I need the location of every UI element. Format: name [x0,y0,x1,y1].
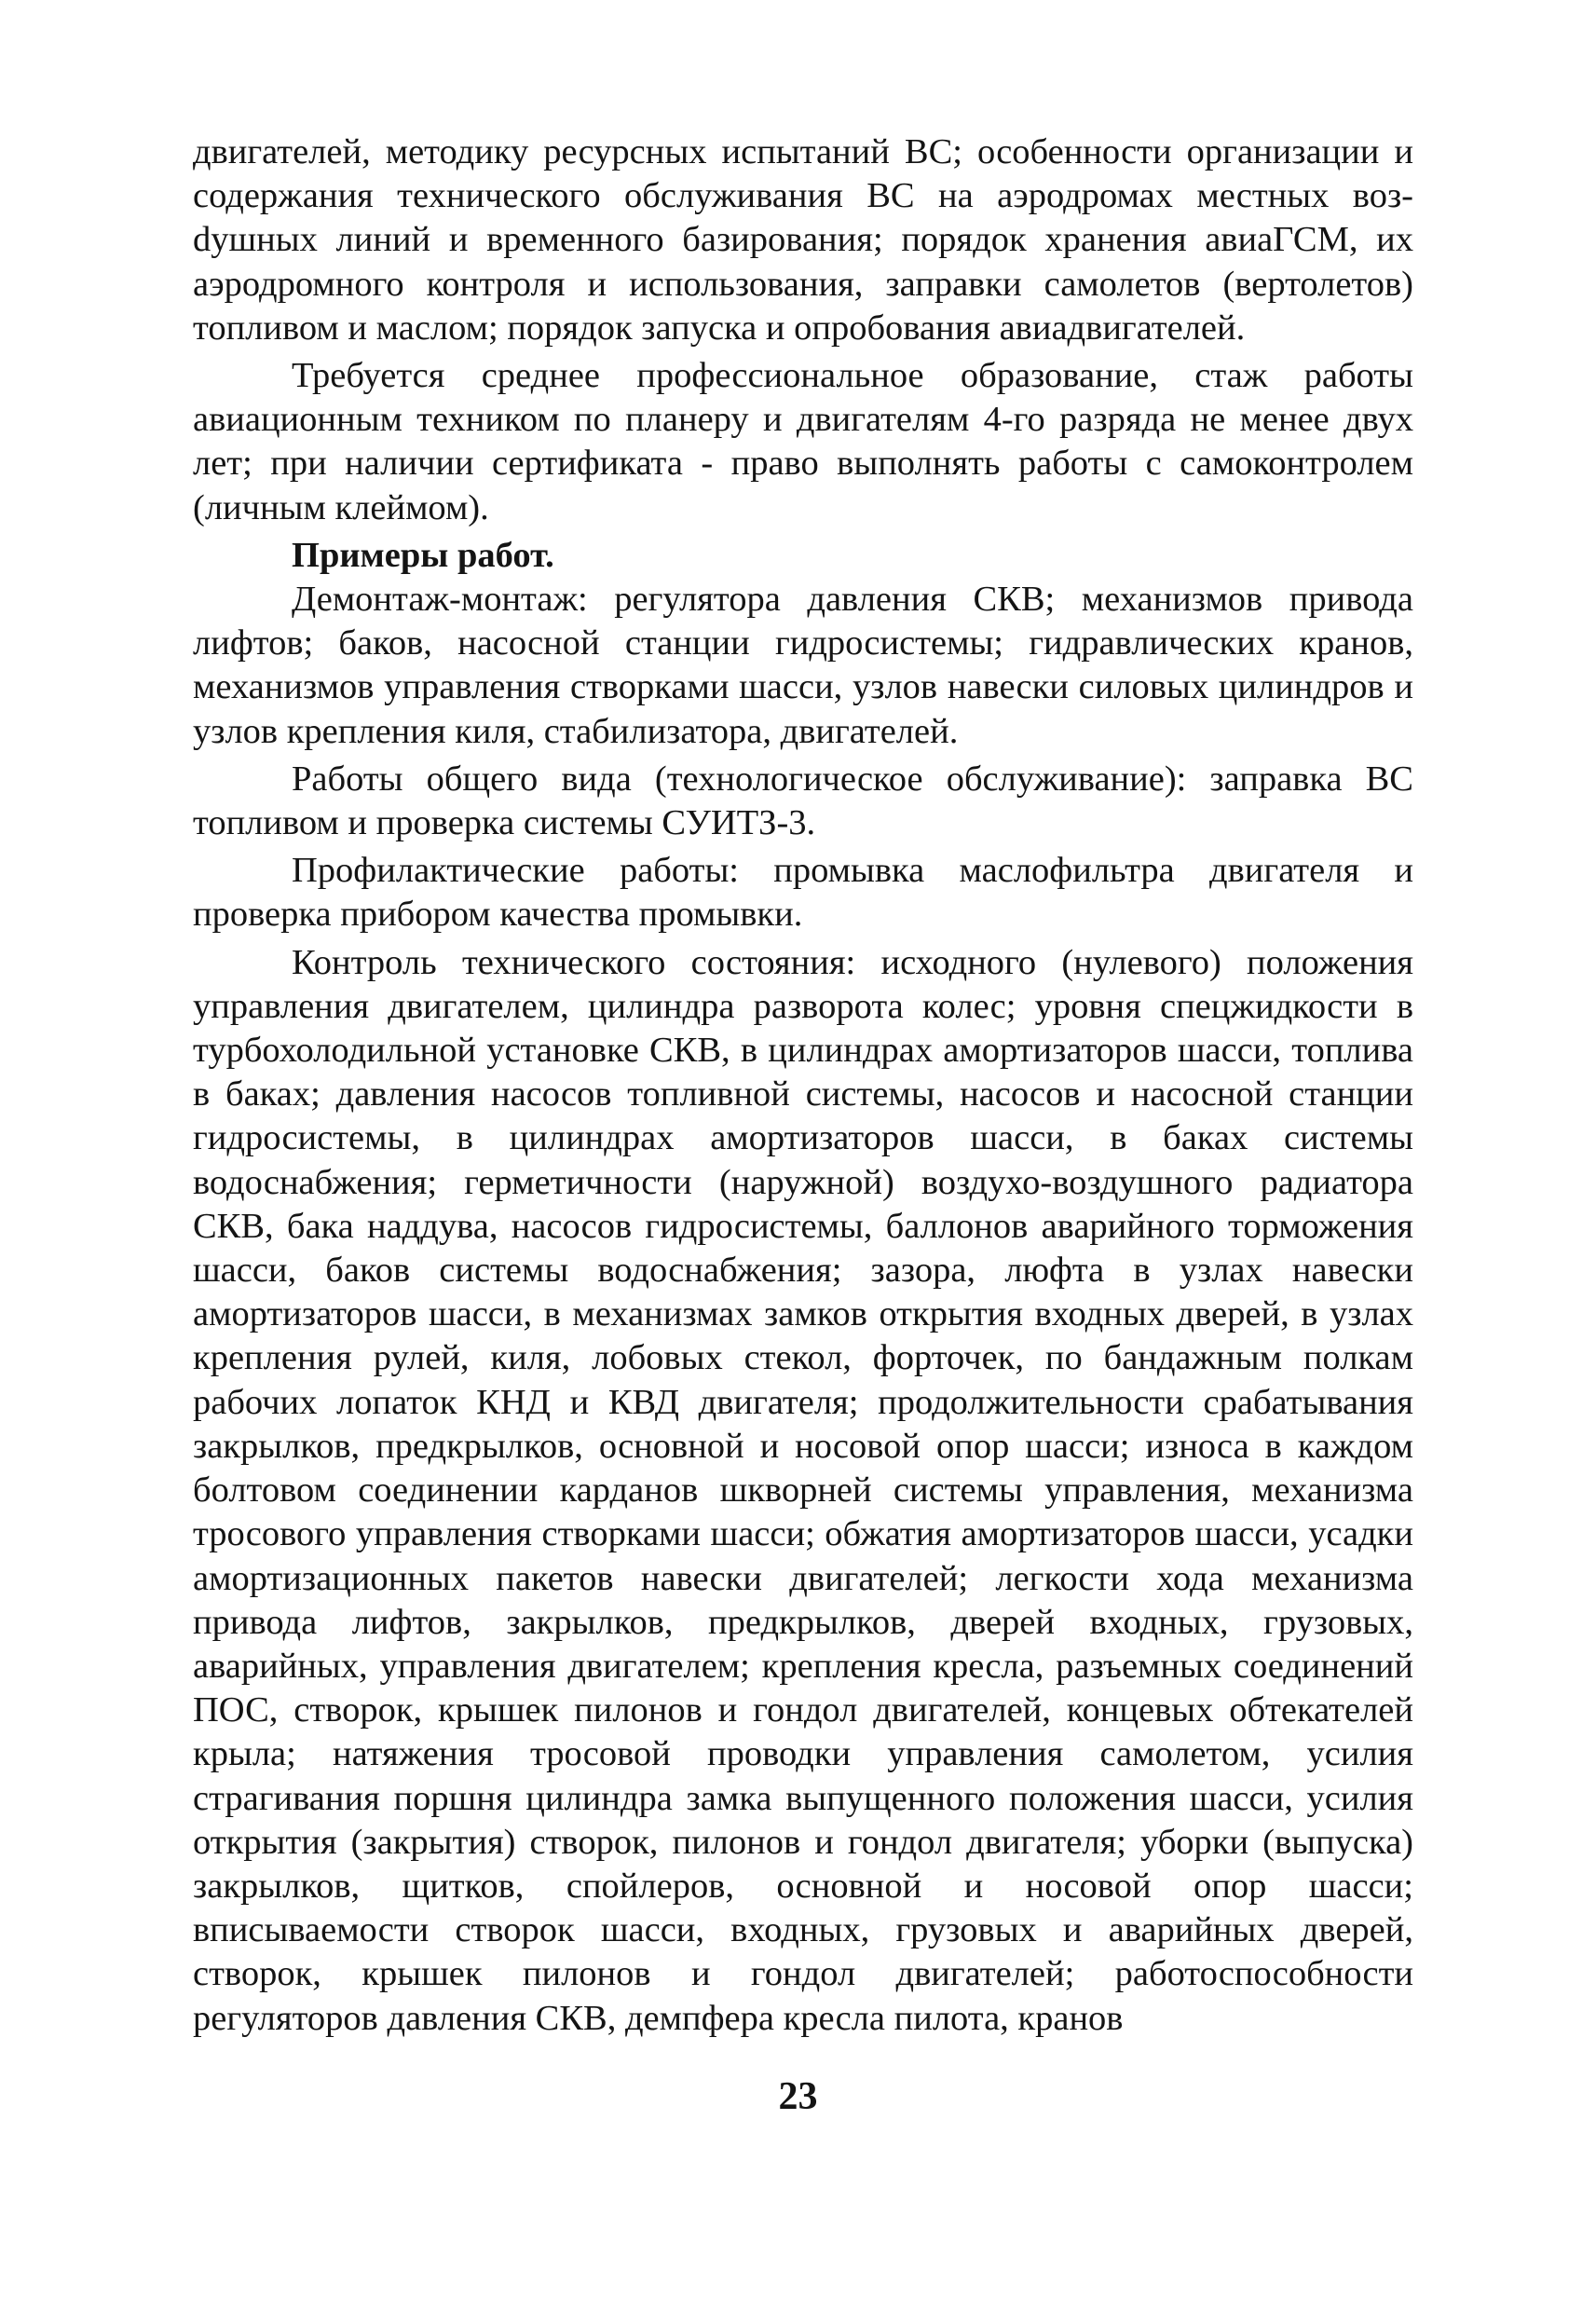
section-heading-examples: Примеры работ. [292,535,554,575]
paragraph-dismantling: Демонтаж-монтаж: регулятора давления СКВ; механизмов привода лифтов; баков, насосной станции гидросистемы; гидравлических кранов, механизмов управления створками шасси, узлов навески силовых цилиндров и узлов крепления киля, стабилизатора, двигателей. [193,580,1413,751]
paragraph-technical-control: Контроль технического состояния: исходного (нулевого) положения управления двигателем, цилиндра разворота колес; уровня спецжидкости в турбохолодильной установке СКВ, в цилиндрах амортизаторов шасси, топлива в баках; давления насосов топливной системы, насосов и насосной станции гидросистемы, в цилиндрах амортизаторов шасси, в баках системы водоснабжения; герметичности (наружной) воздухо-воздушного радиатора СКВ, бака наддува, насосов гидросистемы, баллонов аварийного торможения шасси, баков системы водоснабжения; зазора, люфта в узлах навески амортизаторов шасси, в механизмах замков открытия входных дверей, в узлах крепления рулей, киля, лобовых стекол, форточек, по бандажным полкам рабочих лопаток КНД и КВД двигателя; продолжительности срабатывания закрылков, предкрылков, основной и носовой опор шасси; износа в каждом болтовом соединении карданов шкворней системы управления, механизма тросового управления створками шасси; обжатия амортизаторов шасси, усадки амортизационных пакетов навески двигателей; легкости хода механизма привода лифтов, закрылков, предкрылков, дверей входных, грузовых, аварийных, управления двигателем; крепления кресла, разъемных соединений ПОС, створок, крышек пилонов и гондол двигателей, концевых обтекателей крыла; натяжения тросовой проводки управления самолетом, усилия страгивания поршня цилиндра замка выпущенного положения шасси, усилия открытия (закрытия) створок, пилонов и гондол двигателя; уборки (выпуска) закрылков, щитков, спойлеров, основной и носовой опор шасси; вписываемости створок шасси, входных, грузовых и аварийных дверей, створок, крышек пилонов и гондол двигателей; работоспособности регуляторов давления СКВ, демпфера кресла пилота, кранов [193,942,1413,2038]
document-page [193,130,1413,2041]
paragraph-preventive-works: Профилактические работы: промывка маслофильтра двигателя и проверка прибором качества промывки. [193,851,1413,935]
paragraph-requirements: Требуется среднее профессиональное образование, стаж работы авиационным техником по планеру и двигателям 4-го разряда не менее двух лет; при наличии сертификата - право выполнять работы с самоконтролем (личным клеймом). [193,356,1413,527]
paragraph-continuation: двигателей, методику ресурсных испытаний ВС; особенности организации и содержания технического обслуживания ВС на аэродромах местных возdушных линий и временного базирования; порядок хранения авиаГСМ, их аэродромного контроля и использования, заправки самолетов (вертолетов) топливом и маслом; порядок запуска и опробования авиадвигателей. [193,132,1413,348]
paragraph-general-works: Работы общего вида (технологическое обслуживание): заправка ВС топливом и проверка системы СУИТЗ-3. [193,759,1413,843]
page-number: 23 [778,2075,818,2118]
